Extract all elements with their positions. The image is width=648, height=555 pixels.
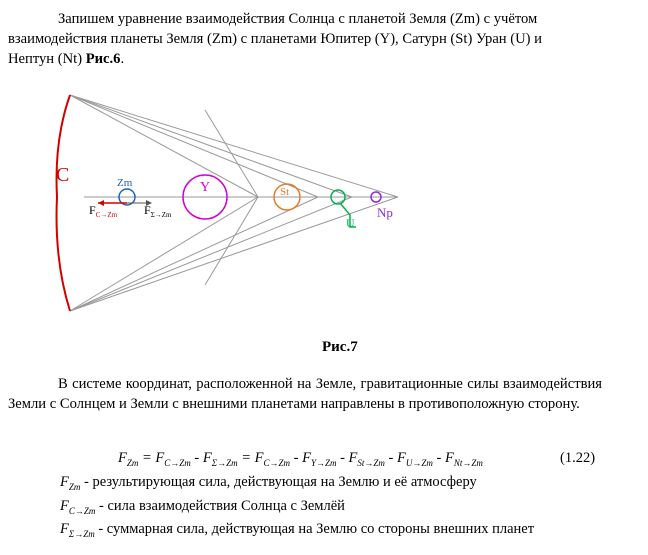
- figure-reference: Рис.6: [85, 51, 121, 67]
- sun-label: C: [56, 164, 70, 186]
- intro-paragraph: [8, 9, 602, 69]
- equation-number: (1.22): [560, 450, 596, 466]
- line-u-top: [70, 95, 352, 197]
- legend-row-result-force: [60, 474, 477, 492]
- force-sun-label: $F_{C\to Zm}$: [89, 203, 118, 219]
- legend-symbol: $F_{Zm}$: [60, 474, 81, 492]
- intro-line-2: взаимодействия планеты Земля (Zm) с планетами Юпитер (Y), Сатурн (St) Уран (U) и: [8, 31, 542, 47]
- line-st-top: [70, 95, 318, 197]
- legend-symbol: $F_{\Sigma\to Zm}$: [60, 521, 95, 539]
- earth-label: Zm: [117, 177, 133, 189]
- line-y-top: [70, 95, 258, 197]
- neptune-label: Np: [377, 205, 393, 220]
- intro-line-3-end: .: [120, 51, 125, 67]
- intro-line-3-text: Нептун (Nt): [8, 51, 86, 67]
- legend-text: - результирующая сила, действующая на Землю и её атмосферу: [80, 474, 477, 490]
- legend-text: - сила взаимодействия Солнца с Землёй: [95, 498, 345, 514]
- force-planets-label: $F_{\Sigma\to Zm}$: [144, 203, 172, 219]
- intro-line-3: [8, 49, 602, 69]
- legend-row-sun-force: [60, 498, 345, 516]
- saturn-label: St: [280, 186, 290, 198]
- jupiter-label: Y: [200, 180, 211, 195]
- sun-arc: [57, 95, 70, 311]
- legend-row-planets-force: [60, 521, 534, 539]
- uranus-label: U: [346, 216, 355, 230]
- legend-symbol: $F_{C\to Zm}$: [60, 498, 96, 516]
- legend-text: - суммарная сила, действующая на Землю со стороны внешних планет: [94, 521, 535, 537]
- force-sun-arrowhead: [98, 200, 104, 206]
- equation: $F_{Zm} = F_{C\to Zm} - F_{\Sigma\to Zm} = F_{C\to Zm} - F_{Y\to Zm} - F_{St\to Zm} - F_{U\to Zm} - F_{Nt\to Zm}$: [118, 450, 483, 468]
- paragraph-2: В системе координат, расположенной на Земле, гравитационные силы взаимодействия Земли с Солнцем и Земли с внешними планетами направлены в противоположную сторону.: [8, 376, 602, 412]
- intro-line-1: Запишем уравнение взаимодействия Солнца с планетой Земля (Zm) с учётом: [58, 11, 538, 27]
- figure-caption: Рис.7: [322, 339, 358, 355]
- planet-interaction-diagram: [0, 85, 648, 325]
